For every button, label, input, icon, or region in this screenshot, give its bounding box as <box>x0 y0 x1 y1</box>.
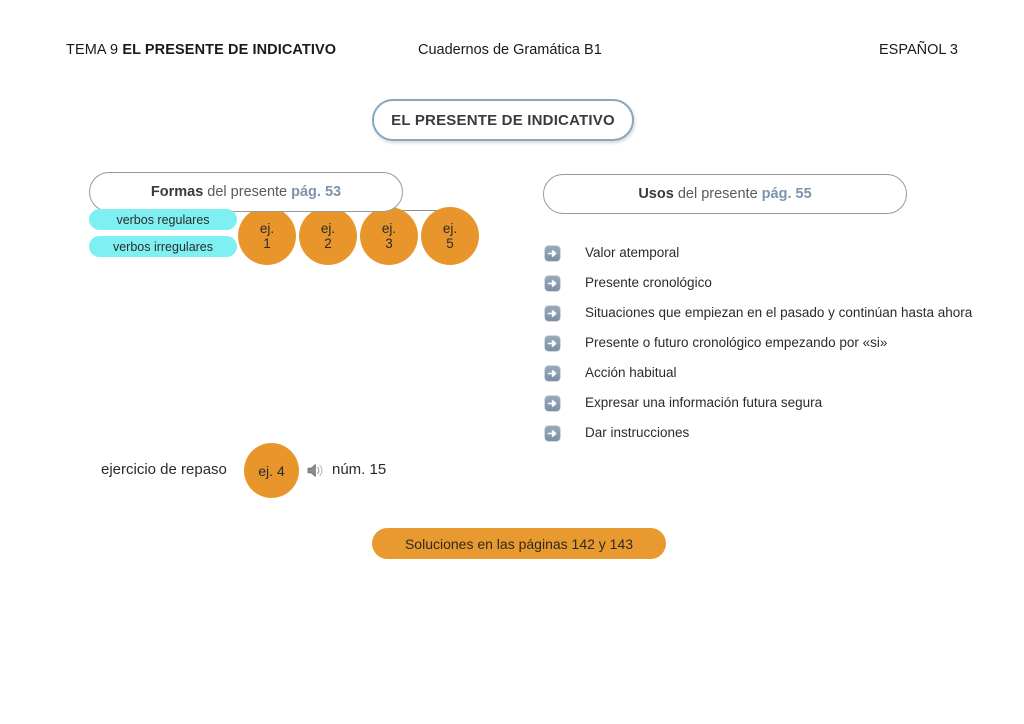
usos-list-item <box>545 423 965 453</box>
formas-section-box <box>89 172 403 212</box>
usos-list-item-text: Acción habitual <box>585 365 677 380</box>
exercise-circle-1[interactable] <box>238 207 296 265</box>
pill-verbos-regulares[interactable] <box>89 209 237 230</box>
exercise-circle-5-line1: ej. <box>442 220 458 236</box>
pill-verbos-irregulares-label: verbos irregulares <box>112 239 214 254</box>
main-title-text: EL PRESENTE DE INDICATIVO <box>391 111 615 129</box>
usos-label <box>638 186 811 202</box>
arrow-right-icon <box>545 276 560 291</box>
usos-list-item-text: Presente cronológico <box>585 275 712 290</box>
header-tema-prefix: TEMA 9 <box>66 42 123 58</box>
page-header <box>0 42 1024 64</box>
exercise-circle-3-line2: 3 <box>385 236 393 251</box>
usos-page-word: pág <box>761 186 788 202</box>
header-left <box>66 42 336 58</box>
formas-label <box>151 184 341 200</box>
formas-middle: del presente <box>203 184 292 200</box>
exercise-circle-2-line2: 2 <box>324 236 332 251</box>
arrow-right-icon <box>545 246 560 261</box>
usos-list-item-text: Presente o futuro cronológico empezando por «si» <box>585 335 888 350</box>
usos-page-sep: . <box>787 186 796 202</box>
usos-middle: del presente <box>673 186 762 202</box>
usos-list-item-text: Valor atemporal <box>585 245 680 260</box>
usos-list <box>545 243 973 453</box>
usos-list-item <box>545 363 965 393</box>
usos-list-item <box>545 243 965 273</box>
formas-page-sep: . <box>316 184 325 200</box>
formas-page-number: 53 <box>324 184 342 200</box>
exercise-circle-2[interactable] <box>299 207 357 265</box>
usos-list-item <box>545 333 965 363</box>
soluciones-pill[interactable] <box>372 528 666 559</box>
audio-track-number: núm. 15 <box>332 461 387 478</box>
exercise-circle-1-line2: 1 <box>263 236 271 251</box>
exercise-circle-5-line2: 5 <box>446 236 454 251</box>
main-title-pill <box>372 99 634 141</box>
arrow-right-icon <box>545 336 560 351</box>
header-tema-title: EL PRESENTE DE INDICATIVO <box>122 42 337 58</box>
arrow-right-icon <box>545 396 560 411</box>
usos-list-item-text: Situaciones que empiezan en el pasado y continúan hasta ahora <box>585 305 973 320</box>
exercise-circle-3[interactable] <box>360 207 418 265</box>
formas-strong: Formas <box>150 184 204 200</box>
usos-list-item <box>545 303 973 333</box>
exercise-circle-5[interactable] <box>421 207 479 265</box>
usos-section-box <box>543 174 907 214</box>
pill-verbos-regulares-label: verbos regulares <box>116 212 210 227</box>
formas-page-word: pág <box>291 184 317 200</box>
usos-list-item <box>545 393 965 423</box>
repaso-row <box>101 443 521 499</box>
usos-list-item-text: Expresar una información futura segura <box>585 395 823 410</box>
repaso-label: ejercicio de repaso <box>101 461 227 478</box>
arrow-right-icon <box>545 366 560 381</box>
usos-page-number: 55 <box>795 186 812 202</box>
exercise-circle-1-line1: ej. <box>259 220 275 236</box>
usos-list-item-text: Dar instrucciones <box>585 425 690 440</box>
exercise-circle-4[interactable] <box>244 443 299 498</box>
header-center-title: Cuadernos de Gramática B1 <box>418 42 602 58</box>
exercise-circle-2-line1: ej. <box>320 220 336 236</box>
exercise-circle-3-line1: ej. <box>381 220 397 236</box>
pill-verbos-irregulares[interactable] <box>89 236 237 257</box>
arrow-right-icon <box>545 426 560 441</box>
header-right-label: ESPAÑOL 3 <box>879 42 958 58</box>
usos-list-item <box>545 273 965 303</box>
soluciones-text: Soluciones en las páginas 142 y 143 <box>404 535 634 552</box>
arrow-right-icon <box>545 306 560 321</box>
usos-strong: Usos <box>638 186 674 202</box>
speaker-icon <box>306 462 325 479</box>
exercise-circle-4-label: ej. 4 <box>258 462 285 479</box>
